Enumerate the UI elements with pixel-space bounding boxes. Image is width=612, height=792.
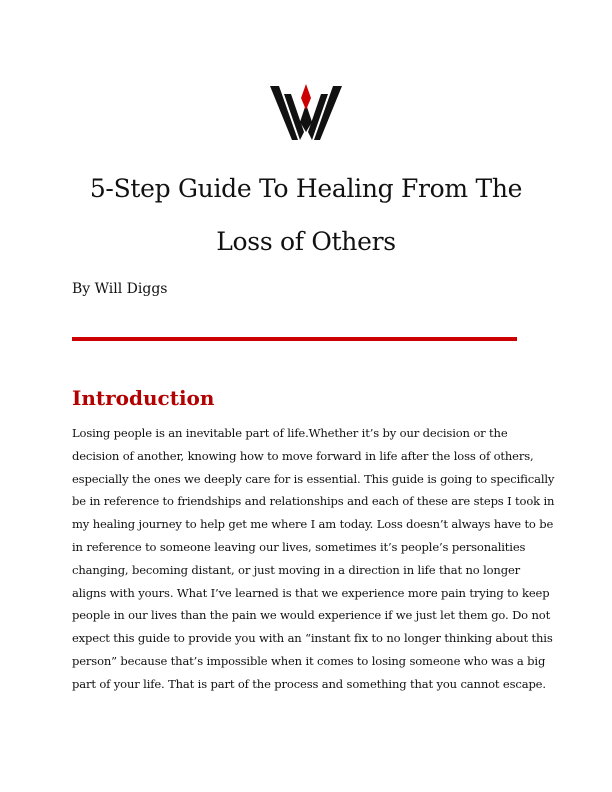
- introduction-paragraph: [72, 422, 555, 696]
- paragraph-line: especially the ones we deeply care for is essential. This guide is going to specifically: [72, 471, 555, 486]
- author-byline: By Will Diggs: [72, 281, 168, 297]
- paragraph-line: decision of another, knowing how to move forward in life after the loss of others,: [72, 448, 534, 463]
- w-monogram-logo-icon: [268, 82, 344, 146]
- paragraph-line: aligns with yours. What I’ve learned is that we experience more pain trying to keep: [72, 585, 550, 600]
- paragraph-line: changing, becoming distant, or just moving in a direction in life that no longer: [72, 562, 520, 577]
- paragraph-line: be in reference to friendships and relationships and each of these are steps I took in: [72, 494, 555, 509]
- introduction-heading: Introduction: [72, 386, 215, 410]
- paragraph-line: Losing people is an inevitable part of life.Whether it’s by our decision or the: [72, 426, 508, 440]
- red-divider: [72, 337, 517, 341]
- document-title-line-1: 5-Step Guide To Healing From The: [89, 174, 523, 203]
- paragraph-line: expect this guide to provide you with an “instant fix to no longer thinking about this: [72, 631, 553, 646]
- document-title-line-2: Loss of Others: [216, 227, 396, 256]
- paragraph-line: my healing journey to help get me where I am today. Loss doesn’t always have to be: [72, 517, 554, 532]
- paragraph-line: people in our lives than the pain we would experience if we just let them go. Do not: [72, 608, 551, 623]
- paragraph-line: in reference to someone leaving our lives, sometimes it’s people’s personalities: [72, 539, 526, 554]
- paragraph-line: part of your life. That is part of the process and something that you cannot escape.: [72, 676, 546, 691]
- paragraph-line: person” because that’s impossible when it comes to losing someone who was a big: [72, 653, 546, 668]
